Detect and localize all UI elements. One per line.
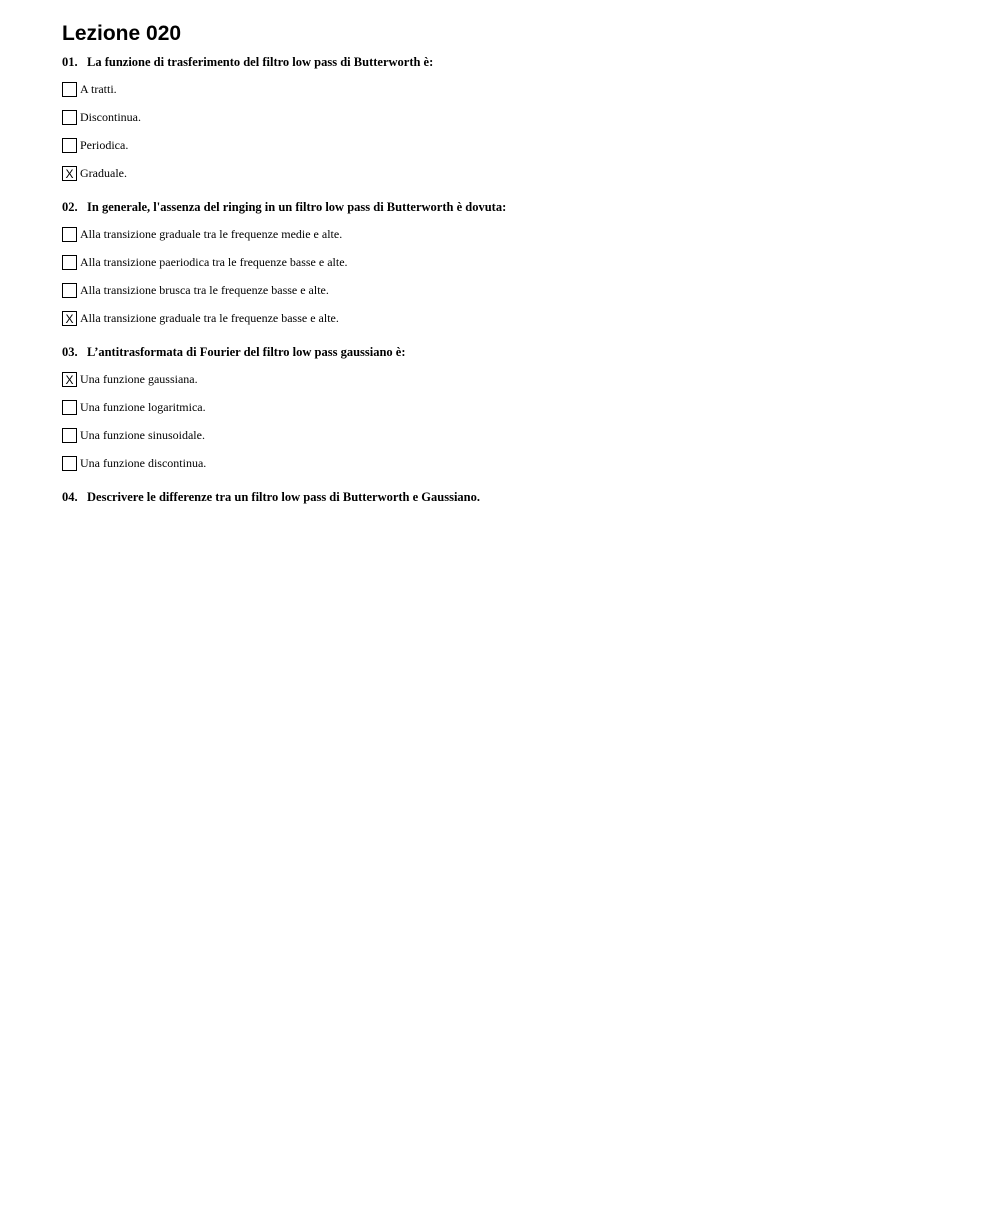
option-label: Graduale. — [80, 165, 127, 180]
option-label: Una funzione sinusoidale. — [80, 427, 205, 442]
option-label: Una funzione gaussiana. — [80, 371, 198, 386]
checkbox[interactable] — [62, 227, 77, 242]
checkbox-checked[interactable]: X — [62, 372, 77, 387]
checkbox[interactable] — [62, 110, 77, 125]
answer-option[interactable] — [62, 164, 962, 182]
document-page — [62, 20, 962, 522]
question-02 — [62, 199, 962, 327]
question-text: In generale, l'assenza del ringing in un filtro low pass di Butterworth è dovuta: — [87, 200, 507, 214]
answer-option[interactable] — [62, 454, 962, 472]
question-header — [62, 344, 962, 360]
answer-option[interactable] — [62, 426, 962, 444]
option-label: Alla transizione graduale tra le frequenze basse e alte. — [80, 310, 339, 325]
option-label: A tratti. — [80, 81, 117, 96]
checkbox[interactable] — [62, 456, 77, 471]
question-number: 01. — [62, 55, 78, 69]
question-number: 03. — [62, 345, 78, 359]
checkbox[interactable] — [62, 428, 77, 443]
answer-option[interactable] — [62, 281, 962, 299]
answer-option[interactable] — [62, 253, 962, 271]
answer-option[interactable] — [62, 370, 962, 388]
checkbox[interactable] — [62, 82, 77, 97]
option-label: Discontinua. — [80, 109, 141, 124]
checkbox-checked[interactable]: X — [62, 311, 77, 326]
question-03 — [62, 344, 962, 472]
checkbox[interactable] — [62, 255, 77, 270]
question-text: La funzione di trasferimento del filtro low pass di Butterworth è: — [87, 55, 434, 69]
question-text: Descrivere le differenze tra un filtro low pass di Butterworth e Gaussiano. — [87, 490, 481, 504]
option-label: Alla transizione brusca tra le frequenze basse e alte. — [80, 282, 329, 297]
answer-option[interactable] — [62, 108, 962, 126]
question-number: 04. — [62, 490, 78, 504]
checkbox-checked[interactable]: X — [62, 166, 77, 181]
answer-option[interactable] — [62, 80, 962, 98]
option-label: Una funzione discontinua. — [80, 455, 207, 470]
option-label: Alla transizione graduale tra le frequenze medie e alte. — [80, 226, 343, 241]
option-label: Una funzione logaritmica. — [80, 399, 206, 414]
page-title: Lezione 020 — [62, 22, 182, 45]
question-text: L’antitrasformata di Fourier del filtro low pass gaussiano è: — [87, 345, 406, 359]
question-header — [62, 54, 962, 70]
option-label: Alla transizione paeriodica tra le frequenze basse e alte. — [80, 254, 348, 269]
answer-option[interactable] — [62, 309, 962, 327]
checkbox[interactable] — [62, 138, 77, 153]
question-04 — [62, 489, 962, 505]
answer-option[interactable] — [62, 225, 962, 243]
answer-option[interactable] — [62, 136, 962, 154]
checkbox[interactable] — [62, 400, 77, 415]
answer-option[interactable] — [62, 398, 962, 416]
question-header — [62, 199, 962, 215]
checkbox[interactable] — [62, 283, 77, 298]
question-number: 02. — [62, 200, 78, 214]
question-header — [62, 489, 962, 505]
option-label: Periodica. — [80, 137, 129, 152]
question-01 — [62, 54, 962, 182]
